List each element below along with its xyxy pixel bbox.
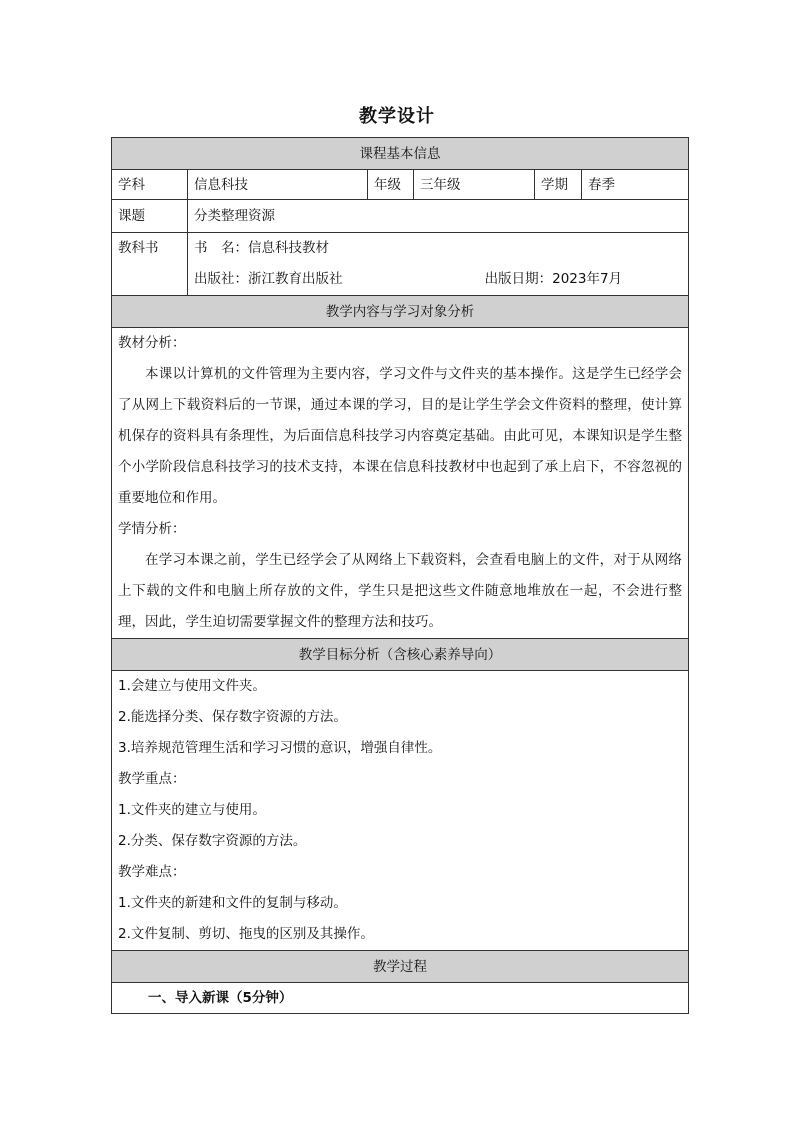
- key-point-item: 2.分类、保存数字资源的方法。: [118, 833, 307, 849]
- learner-analysis-text: 在学习本课之前，学生已经学会了从网络上下载资料，会查看电脑上的文件，对于从网络上下载的文件和电脑上所存放的文件，学生只是把这些文件随意地堆放在一起，不会进行整理，因此，学生迫切需要掌握文件的整理方法和技巧。: [118, 552, 683, 630]
- material-analysis-heading: 教材分析：: [118, 335, 186, 351]
- subject-value: 信息科技: [188, 170, 368, 200]
- publisher-row: [194, 264, 682, 295]
- topic-value: 分类整理资源: [188, 200, 689, 233]
- analysis-cell: [112, 328, 689, 639]
- difficult-points-heading: 教学难点：: [118, 864, 186, 880]
- document-title: 教学设计: [359, 106, 435, 127]
- key-points-heading: 教学重点：: [118, 771, 186, 787]
- term-value: 春季: [582, 170, 689, 200]
- term-label: 学期: [535, 170, 582, 200]
- process-step-1: 一、导入新课（5分钟）: [112, 983, 689, 1014]
- grade-label: 年级: [368, 170, 414, 200]
- key-point-item: 1.文件夹的建立与使用。: [118, 802, 266, 818]
- grade-value: 三年级: [414, 170, 535, 200]
- publish-date: 出版日期：2023年7月: [484, 271, 623, 287]
- section-header-basic-info: 课程基本信息: [112, 138, 689, 170]
- material-analysis-text: 本课以计算机的文件管理为主要内容，学习文件与文件夹的基本操作。这是学生已经学会了从网上下载资料后的一节课，通过本课的学习，目的是让学生学会文件资料的整理，使计算机保存的资料具有条理性，为后面信息科技学习内容奠定基础。由此可见，本课知识是学生整个小学阶段信息科技学习的技术支持，本课在信息科技教材中也起到了承上启下，不容忽视的重要地位和作用。: [118, 366, 683, 506]
- section-header-process: 教学过程: [112, 951, 689, 983]
- difficult-point-item: 1.文件夹的新建和文件的复制与移动。: [118, 895, 347, 911]
- book-name: 书 名：信息科技教材: [194, 240, 329, 256]
- lesson-plan-table: [111, 137, 689, 1014]
- objective-item: 1.会建立与使用文件夹。: [118, 678, 266, 694]
- textbook-label-text: 教科书: [118, 240, 159, 256]
- objective-item: 2.能选择分类、保存数字资源的方法。: [118, 709, 347, 725]
- publisher: 出版社：浙江教育出版社: [194, 271, 343, 287]
- objective-item: 3.培养规范管理生活和学习习惯的意识，增强自律性。: [118, 740, 442, 756]
- topic-label: 课题: [112, 200, 188, 233]
- textbook-label: [112, 233, 188, 296]
- learner-analysis-heading: 学情分析：: [118, 521, 186, 537]
- textbook-info: [188, 233, 689, 296]
- subject-label: 学科: [112, 170, 188, 200]
- section-header-objectives: 教学目标分析（含核心素养导向）: [112, 639, 689, 671]
- section-header-content-analysis: 教学内容与学习对象分析: [112, 296, 689, 328]
- objectives-cell: [112, 671, 689, 951]
- difficult-point-item: 2.文件复制、剪切、拖曳的区别及其操作。: [118, 926, 374, 942]
